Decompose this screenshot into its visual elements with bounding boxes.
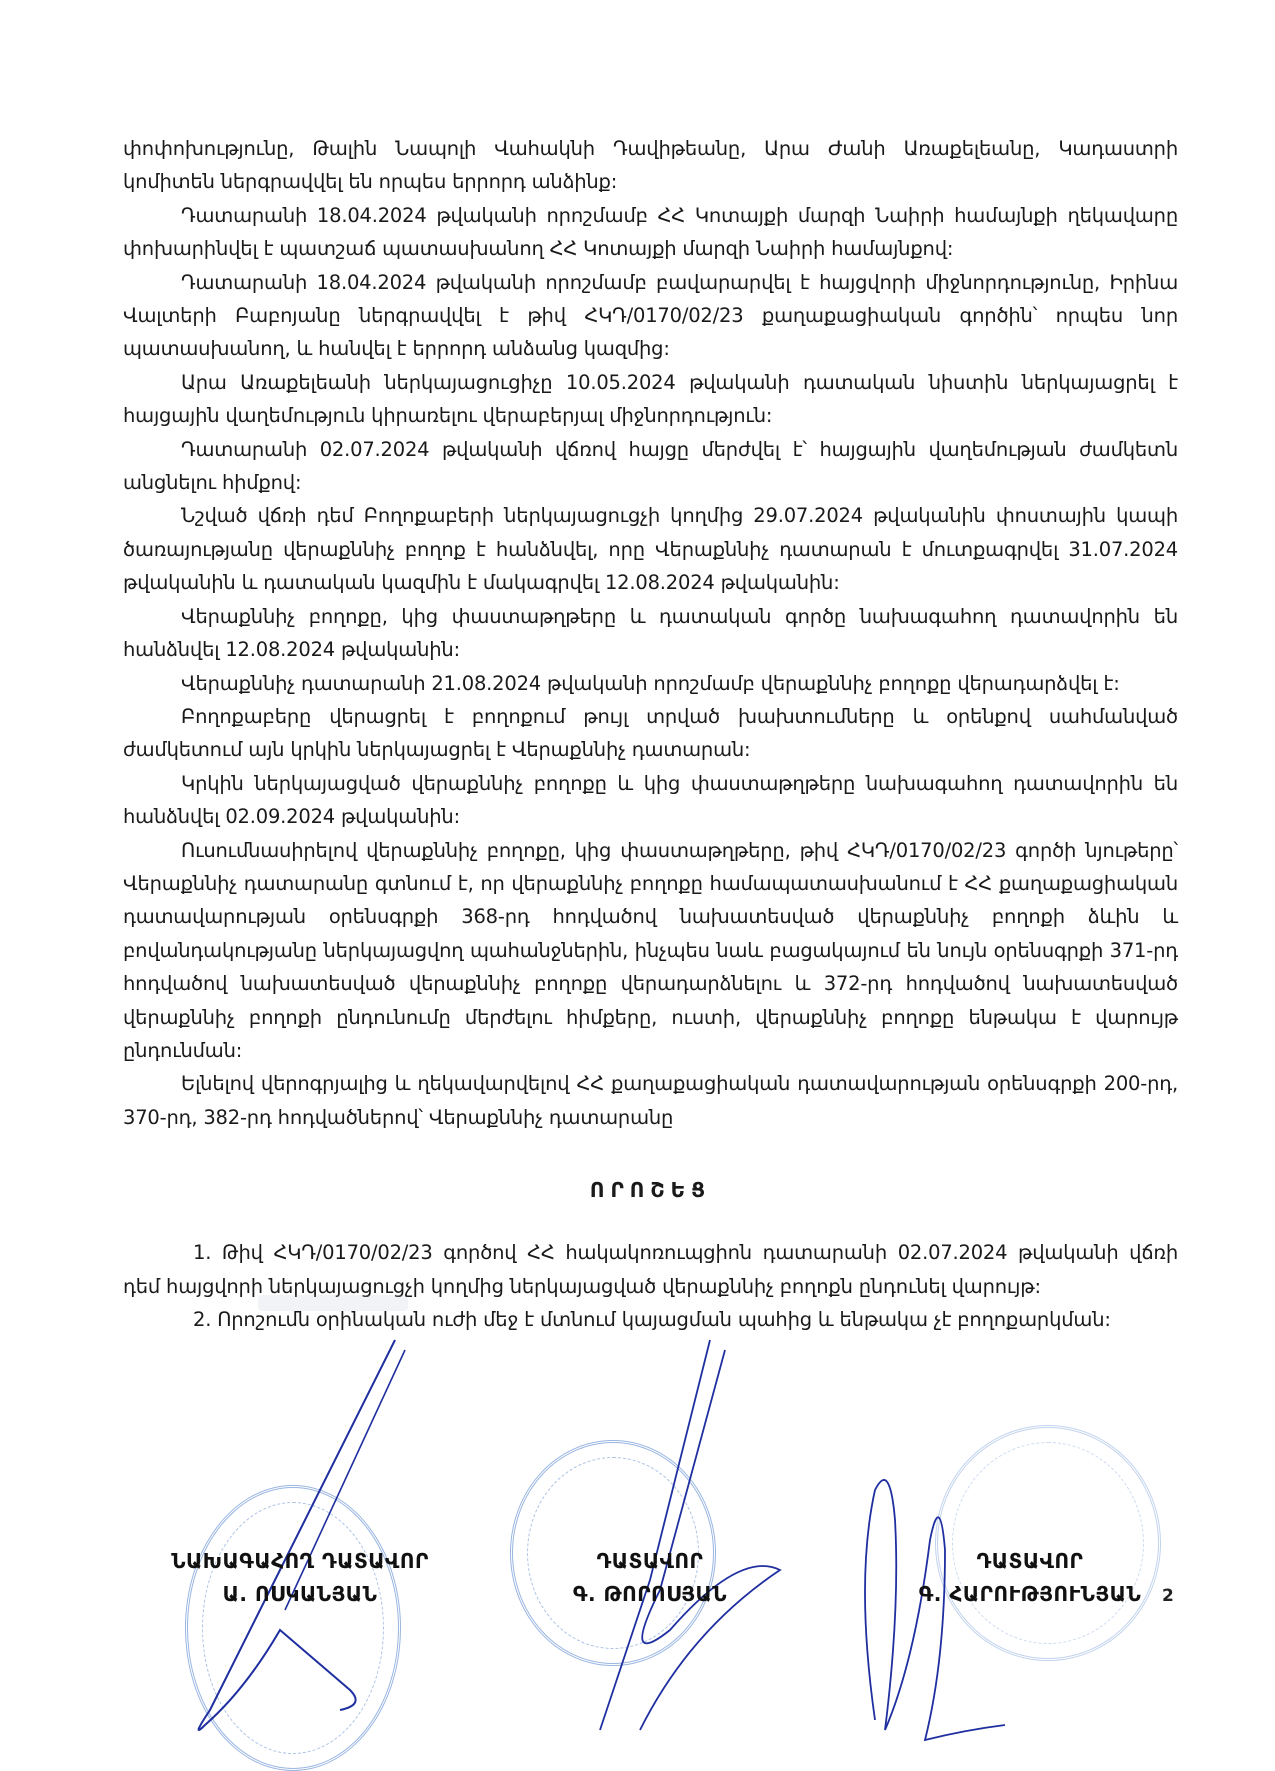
paragraph: Դատարանի 18.04.2024 թվականի որոշմամբ ՀՀ Կոտայքի մարզի Նաիրի համայնքի ղեկավարը փոխարինվել է պատշաճ պատասխանող ՀՀ Կոտայքի մարզի Նաիրի համայնքով: xyxy=(123,203,1178,261)
signature-name: Գ. ԹՈՐՈՍՅԱՆ xyxy=(572,1582,728,1606)
signature-title: ԴԱՏԱՎՈՐ xyxy=(596,1549,704,1573)
paragraph: Վերաքննիչ դատարանի 21.08.2024 թվականի որոշմամբ վերաքննիչ բողոքը վերադարձվել է: xyxy=(181,671,1120,695)
paragraph: Բողոքաբերը վերացրել է բողոքում թույլ տրված խախտումները և օրենքով սահմանված ժամկետում այն կրկին ներկայացրել է Վերաքննիչ դատարան: xyxy=(123,704,1178,762)
paragraph: փոփոխությունը, Թալին Նապոլի Վահակնի Դավիթեանը, Արա Ժանի Առաքելեանը, Կադաստրի կոմիտեն ներգրավվել են որպես երրորդ անձինք: xyxy=(123,137,1178,194)
signature-name: Գ. ՀԱՐՈՒԹՅՈՒՆՅԱՆ xyxy=(918,1582,1142,1606)
decision-item: 1. Թիվ ՀԿԴ/0170/02/23 գործով ՀՀ հակակոռուպցիոն դատարանի 02.07.2024 թվականի վճռի դեմ հայցվորի ներկայացուցչի կողմից ներկայացված վերաքննիչ բողոքն ընդունել վարույթ: xyxy=(123,1241,1178,1298)
paragraph: Ելնելով վերոգրյալից և ղեկավարվելով ՀՀ քաղաքացիական դատավարության օրենսգրքի 200-րդ, 370-րդ, 382-րդ հոդվածներով՝ Վերաքննիչ դատարանը xyxy=(123,1072,1178,1129)
paragraph: Վերաքննիչ բողոքը, կից փաստաթղթերը և դատական գործը նախագահող դատավորին են հանձնվել 12.08.2024 թվականին: xyxy=(123,604,1178,662)
signature-name: Ա. ՈՍԿԱՆՅԱՆ xyxy=(222,1582,378,1606)
signature-block xyxy=(0,1545,1275,1745)
paragraph: Կրկին ներկայացված վերաքննիչ բողոքը և կից փաստաթղթերը նախագահող դատավորին են հանձնվել 02.09.2024 թվականին: xyxy=(123,771,1178,829)
signature-title: ԴԱՏԱՎՈՐ xyxy=(976,1549,1084,1573)
paragraph: Դատարանի 18.04.2024 թվականի որոշմամբ բավարարվել է հայցվորի միջնորդությունը, Իրինա Վալտերի Բաբոյանը ներգրավվել է թիվ ՀԿԴ/0170/02/23 քաղաքացիական գործին՝ որպես նոր պատասխանող, և հանվել է երրորդ անձանց կազմից: xyxy=(123,270,1178,361)
signature-title: ՆԱԽԱԳԱՀՈՂ ԴԱՏԱՎՈՐ xyxy=(171,1549,429,1573)
decision-heading: ՈՐՈՇԵՑ xyxy=(589,1178,712,1203)
decision-item: 2. Որոշումն օրինական ուժի մեջ է մտնում կայացման պահից և ենթակա չէ բողոքարկման: xyxy=(193,1308,1111,1331)
document-page xyxy=(123,132,1178,1336)
paragraph: Դատարանի 02.07.2024 թվականի վճռով հայցը մերժվել է՝ հայցային վաղեմության ժամկետն անցնելու հիմքով: xyxy=(123,437,1178,495)
signature-presiding-judge xyxy=(140,1545,460,1611)
paragraph: Արա Առաքելեանի ներկայացուցիչը 10.05.2024 թվականի դատական նիստին ներկայացրել է հայցային վաղեմություն կիրառելու վերաբերյալ միջնորդություն: xyxy=(123,370,1178,428)
signature-judge xyxy=(535,1545,765,1611)
paragraph: Նշված վճռի դեմ Բողոքաբերի ներկայացուցչի կողմից 29.07.2024 թվականին փոստային կապի ծառայությանը վերաքննիչ բողոք է հանձնվել, որը Վերաքննիչ դատարան է մուտքագրվել 31.07.2024 թվականին և դատական կազմին է մակագրվել 12.08.2024 թվականին: xyxy=(123,504,1178,595)
faint-stamp-mark xyxy=(258,1295,408,1311)
page-number: 2 xyxy=(1162,1586,1174,1606)
signature-judge xyxy=(870,1545,1190,1611)
paragraph: Ուսումնասիրելով վերաքննիչ բողոքը, կից փաստաթղթերը, թիվ ՀԿԴ/0170/02/23 գործի նյութերը՝ Վերաքննիչ դատարանը գտնում է, որ վերաքննիչ բողոքը համապատասխանում է ՀՀ քաղաքացիական դատավարության օրենսգրքի 368-րդ հոդվածով նախատեսված վերաքննիչ բողոքի ձևին և բովանդակությանը ներկայացվող պահանջներին, ինչպես նաև բացակայում են նույն օրենսգրքի 371-րդ հոդվածով նախատեսված վերաքննիչ բողոքը վերադարձնելու և 372-րդ հոդվածով նախատեսված վերաքննիչ բողոքի ընդունումը մերժելու հիմքերը, ուստի, վերաքննիչ բողոքը ենթակա է վարույթ ընդունման: xyxy=(123,838,1178,1062)
